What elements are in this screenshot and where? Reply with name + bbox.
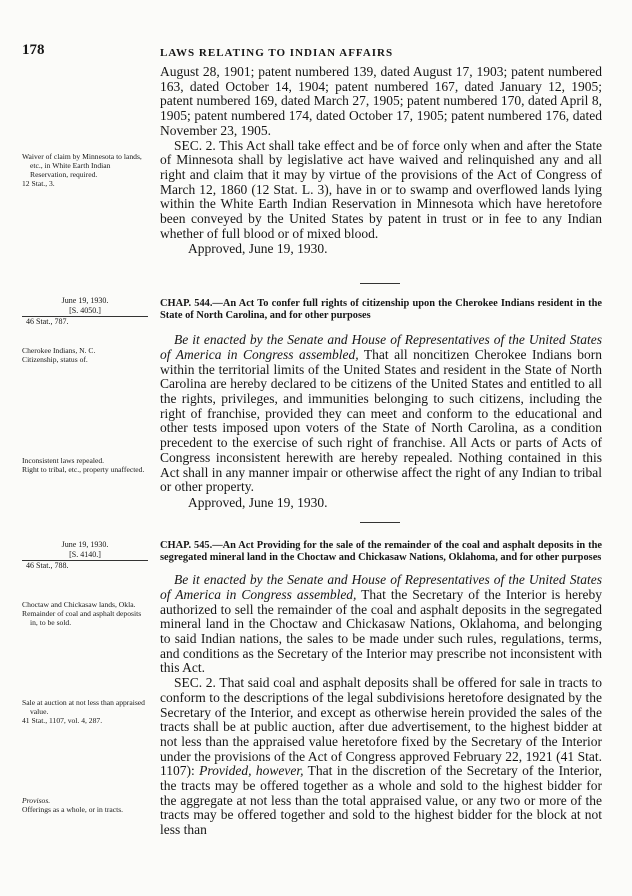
chap544-margin-2: Inconsistent laws repealed. Right to tribal, etc., property unaffected.	[22, 456, 145, 474]
chap544	[160, 298, 602, 510]
section1-continuation	[160, 65, 602, 256]
page-number: 178	[22, 42, 45, 58]
approved-line-1: Approved, June 19, 1930.	[188, 241, 328, 257]
chap544-margin-1: Cherokee Indians, N. C. Citizenship, status of.	[22, 346, 96, 364]
chap544-dateblock: June 19, 1930. [S. 4050.] 46 Stat., 787.	[22, 296, 148, 327]
chap544-body: Be it enacted by the Senate and House of Representatives of the United States of America in Congress assembled, That all noncitizen Cherokee Indians born within the territorial limits of the United States and resident in the State of North Carolina are hereby declared to be citizens of the United States and entitled to all the rights, privileges, and immunities belonging to such citizens, including the right of franchise, provided they can meet and conform to the educational and other tests imposed upon voters of the State of North Carolina, as a condition precedent to the exercise of such right of franchise. All Acts or parts of Acts of Congress inconsistent herewith are hereby repealed. Nothing contained in this Act shall in any manner impair or otherwise affect the right of any Indian to tribal or other property. Approved, June 19, 1930.	[160, 332, 602, 510]
chap545-margin-1: Choctaw and Chickasaw lands, Okla. Remainder of coal and asphalt deposits in, to be sold.	[22, 600, 142, 627]
approved-line-2: Approved, June 19, 1930.	[188, 494, 328, 510]
patent-list-paragraph: August 28, 1901; patent numbered 139, dated August 17, 1903; patent numbered 163, dated October 14, 1904; patent numbered 167, dated January 12, 1905; patent numbered 169, dated March 27, 1905; patent numbered 170, dated April 8, 1905; patent numbered 174, dated October 17, 1905; patent numbered 176, dated November 23, 1905.	[160, 64, 602, 138]
chap545	[160, 540, 602, 838]
section-divider-2	[360, 522, 400, 523]
chap545-heading: CHAP. 545.—An Act Providing for the sale of the remainder of the coal and asphalt deposits in the segregated mineral land in the Choctaw and Chickasaw Nations, Oklahoma, and for other purposes	[160, 540, 602, 563]
margin-stat-12: 12 Stat., 3.	[22, 179, 55, 188]
section-divider	[360, 283, 400, 284]
running-head: LAWS RELATING TO INDIAN AFFAIRS	[160, 47, 394, 59]
enacting-clause-545: Be it enacted by the Senate and House of Representatives of the United States of America in Congress assembled,	[160, 572, 602, 602]
chap545-dateblock: June 19, 1930. [S. 4140.] 46 Stat., 788.	[22, 540, 148, 571]
chap545-margin-3: Provisos. Offerings as a whole, or in tracts.	[22, 796, 124, 814]
chap545-body: Be it enacted by the Senate and House of Representatives of the United States of America in Congress assembled, That the Secretary of the Interior is hereby authorized to sell the remainder of the coal and asphalt deposits in the segregated mineral land in the Choctaw and Chickasaw Nations, Oklahoma, and belonging to said Indian nations, the sales to be made under such rules, regulations, terms, and conditions as the Secretary of the Interior may prescribe not inconsistent with this Act. SEC. 2. That said coal and asphalt deposits shall be offered for sale in tracts to conform to the descriptions of the legal subdivisions heretofore designated by the Secretary of the Interior, and except as otherwise herein provided the sales of the tracts shall be at public auction, after due advertisement, to the highest bidder at not less than the appraised value heretofore fixed by the Secretary of the Interior under the provisions of the Act of Congress approved February 22, 1921 (41 Stat. 1107): Provided, however, That in the discretion of the Secretary of the Interior, the tracts may be offered together as a whole and sold to the highest bidder for the aggregate at not less than the total appraised value, or any two or more of the tracts may be offered together and sold to the highest bidder for the block at not less than	[160, 572, 602, 838]
enacting-clause: Be it enacted by the Senate and House of Representatives of the United States of America in Congress assembled,	[160, 332, 602, 362]
chap544-heading: CHAP. 544.—An Act To confer full rights of citizenship upon the Cherokee Indians resident in the State of North Carolina, and for other purposes	[160, 298, 602, 321]
chap545-margin-2: Sale at auction at not less than appraised value. 41 Stat., 1107, vol. 4, 287.	[22, 698, 145, 725]
section2-paragraph: SEC. 2. This Act shall take effect and be of force only when and after the State of Minnesota shall by legislative act have waived and relinquished any and all right and claim that it may by virtue of the provisions of the Act of Congress of March 12, 1860 (12 Stat. L. 3), have in or to swamp and overflowed lands lying within the White Earth Indian Reservation in Minnesota which have heretofore been conveyed by the United States by patent in trust or in fee to any Indian whether of full blood or of mixed blood.	[160, 137, 602, 241]
margin-note-waiver: Waiver of claim by Minnesota to lands, etc., in White Earth Indian Reservation, required. 12 Stat., 3.	[22, 152, 148, 188]
